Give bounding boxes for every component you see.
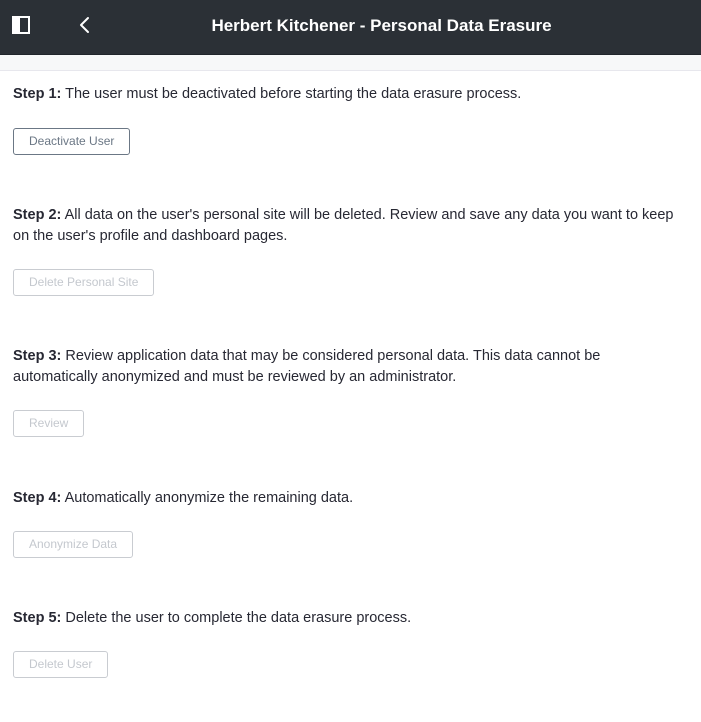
step-4-text: Automatically anonymize the remaining data. [64,490,354,506]
anonymize-data-button[interactable]: Anonymize Data [13,531,133,558]
delete-personal-site-button[interactable]: Delete Personal Site [13,269,154,296]
step-5-description [13,608,688,629]
step-5-label: Step 5: [13,610,62,626]
step-2-text: All data on the user's personal site will be deleted. Review and save any data you want to keep on the user's profile and dashboard pages. [13,207,674,244]
top-navigation-bar [0,0,701,55]
step-1 [13,71,688,155]
page-title: Herbert Kitchener - Personal Data Erasure [211,16,552,35]
step-5 [13,558,688,678]
step-5-text: Delete the user to complete the data erasure process. [65,610,412,626]
deactivate-user-button[interactable]: Deactivate User [13,128,130,155]
step-4-description [13,488,688,509]
step-1-label: Step 1: [13,86,62,102]
step-3 [13,296,688,437]
step-2-description [13,205,688,247]
step-4-label: Step 4: [13,490,62,506]
step-2-label: Step 2: [13,207,62,223]
step-3-text: Review application data that may be considered personal data. This data cannot be automatically anonymized and must be reviewed by an administrator. [13,348,601,385]
step-3-description [13,346,688,388]
sidebar-panel-icon[interactable] [12,16,30,34]
sub-navigation-bar [0,55,701,71]
chevron-left-icon[interactable] [76,15,94,35]
review-button[interactable]: Review [13,410,84,437]
erasure-steps [0,71,701,678]
step-1-description [13,84,688,105]
delete-user-button[interactable]: Delete User [13,651,108,678]
step-3-label: Step 3: [13,348,62,364]
step-2 [13,155,688,296]
step-1-text: The user must be deactivated before starting the data erasure process. [65,86,522,102]
step-4 [13,437,688,558]
